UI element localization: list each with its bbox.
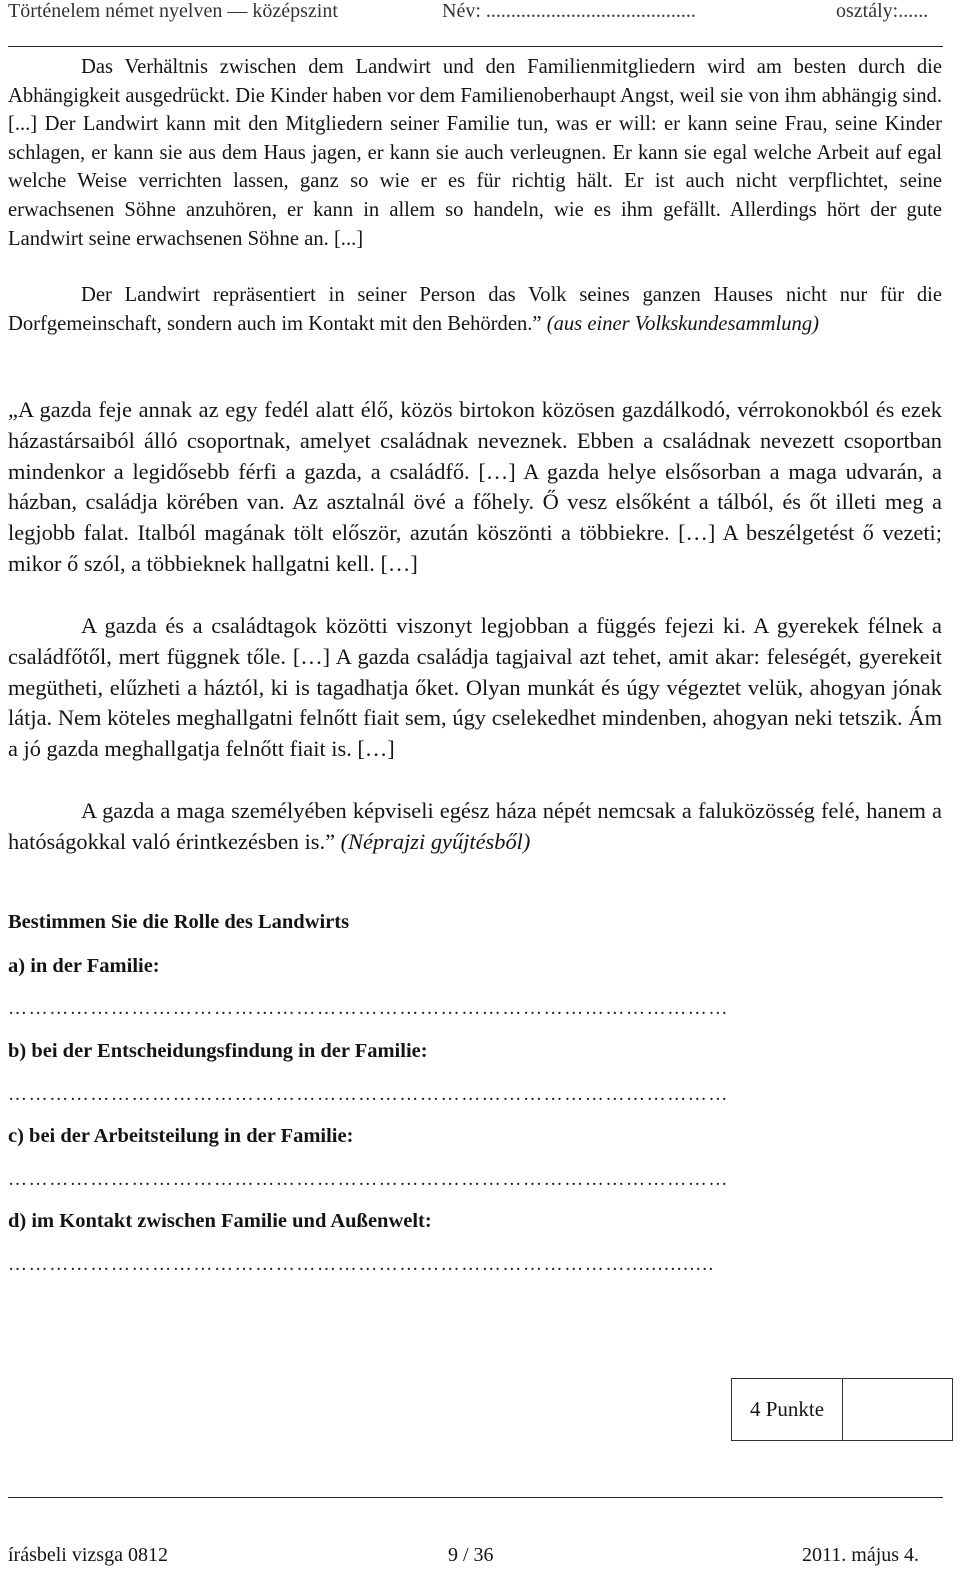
german-paragraph-2 <box>8 281 942 338</box>
header-rule <box>8 46 943 47</box>
german-paragraph-1 <box>8 53 942 253</box>
header-name-field: Név: .......................................... <box>442 0 696 22</box>
page-header <box>0 0 960 26</box>
german-source: (aus einer Volkskundesammlung) <box>546 312 819 335</box>
german-paragraph-2-text: Der Landwirt repräsentiert in seiner Person das Volk seines ganzen Hauses nicht nur für die Dorfgemeinschaft, sondern auch im Kontakt mit den Behörden.” <box>8 284 942 335</box>
question-b: b) bei der Entscheidungsfindung in der Familie: <box>8 1040 428 1062</box>
hungarian-paragraph-2 <box>8 611 942 765</box>
hungarian-paragraph-3 <box>8 796 942 858</box>
german-paragraph-1-text: Das Verhältnis zwischen dem Landwirt und den Familienmitgliedern wird am besten durch die Abhängigkeit ausgedrückt. Die Kinder haben vor dem Familienoberhaupt Angst, weil sie von ihm abhängig sind. [...] Der Landwirt kann mit den Mitgliedern seiner Familie tun, was er will: er kann seine Frau, seine Kinder schlagen, er kann sie aus dem Haus jagen, er kann sie auch verleugnen. Er kann sie egal welche Arbeit auf egal welche Weise verrichten lassen, ganz so wie er es für richtig hält. Er ist auch nicht verpflichtet, seine erwachsenen Söhne anzuhören, er kann in allem so handeln, wie es ihm gefällt. Allerdings hört der gute Landwirt seine erwachsenen Söhne an. [...] <box>8 56 942 250</box>
answer-line-a[interactable]: …………………………………………………………………………………………… <box>8 998 729 1019</box>
score-entry-cell[interactable] <box>843 1379 952 1440</box>
score-label: 4 Punkte <box>732 1379 843 1440</box>
footer-date: 2011. május 4. <box>802 1544 920 1566</box>
header-class-field: osztály:...... <box>836 0 929 22</box>
header-subject: Történelem német nyelven — középszint <box>8 0 338 22</box>
answer-line-d[interactable]: ……………………………………………………………………………….............. <box>8 1254 715 1275</box>
task-title: Bestimmen Sie die Rolle des Landwirts <box>8 911 350 933</box>
hungarian-paragraph-2-text: A gazda és a családtagok közötti viszonyt legjobban a függés fejezi ki. A gyerekek félnek a családfőtől, mert függnek tőle. […] A gazda családja tagjaival azt tehet, amit akar: feleségét, gyerekeit megütheti, elűzheti a háztól, ki is tagadhatja őket. Olyan munkát és úgy végeztet velük, ahogyan jónak látja. Nem köteles meghallgatni felnőtt fiait sem, úgy cselekedhet mindenben, ahogyan neki tetszik. Ám a jó gazda meghallgatja felnőtt fiait is. […] <box>8 613 942 762</box>
hungarian-source: (Néprajzi gyűjtésből) <box>340 828 531 854</box>
answer-line-c[interactable]: …………………………………………………………………………………………… <box>8 1169 729 1190</box>
footer-rule <box>8 1497 943 1498</box>
answer-line-b[interactable]: …………………………………………………………………………………………… <box>8 1084 729 1105</box>
question-c: c) bei der Arbeitsteilung in der Familie: <box>8 1125 354 1147</box>
score-box <box>731 1378 953 1441</box>
hungarian-paragraph-1 <box>8 395 942 580</box>
footer-exam-id: írásbeli vizsga 0812 <box>8 1544 168 1566</box>
page-number: 9 / 36 <box>448 1544 494 1566</box>
hungarian-paragraph-1-text: „A gazda feje annak az egy fedél alatt élő, közös birtokon közösen gazdálkodó, vérrokonokból és ezek házastársaiból álló csoportnak, amelyet családnak neveznek. Ebben a családnak nevezett csoportban mindenkor a legidősebb férfi a gazda, a családfő. […] A gazda helye elsősorban a maga udvarán, a házban, családja körében van. Az asztalnál övé a főhely. Ő vesz elsőként a tálból, és őt illeti meg a legjobb falat. Italból magának tölt először, azután köszönti a többiekre. […] A beszélgetést ő vezeti; mikor ő szól, a többieknek hallgatni kell. […] <box>8 397 942 576</box>
hungarian-paragraph-3-text: A gazda a maga személyében képviseli egész háza népét nemcsak a faluközösség felé, hanem a hatóságokkal való érintkezésben is.” <box>8 798 942 854</box>
question-a: a) in der Familie: <box>8 955 160 977</box>
question-d: d) im Kontakt zwischen Familie und Außenwelt: <box>8 1210 432 1232</box>
